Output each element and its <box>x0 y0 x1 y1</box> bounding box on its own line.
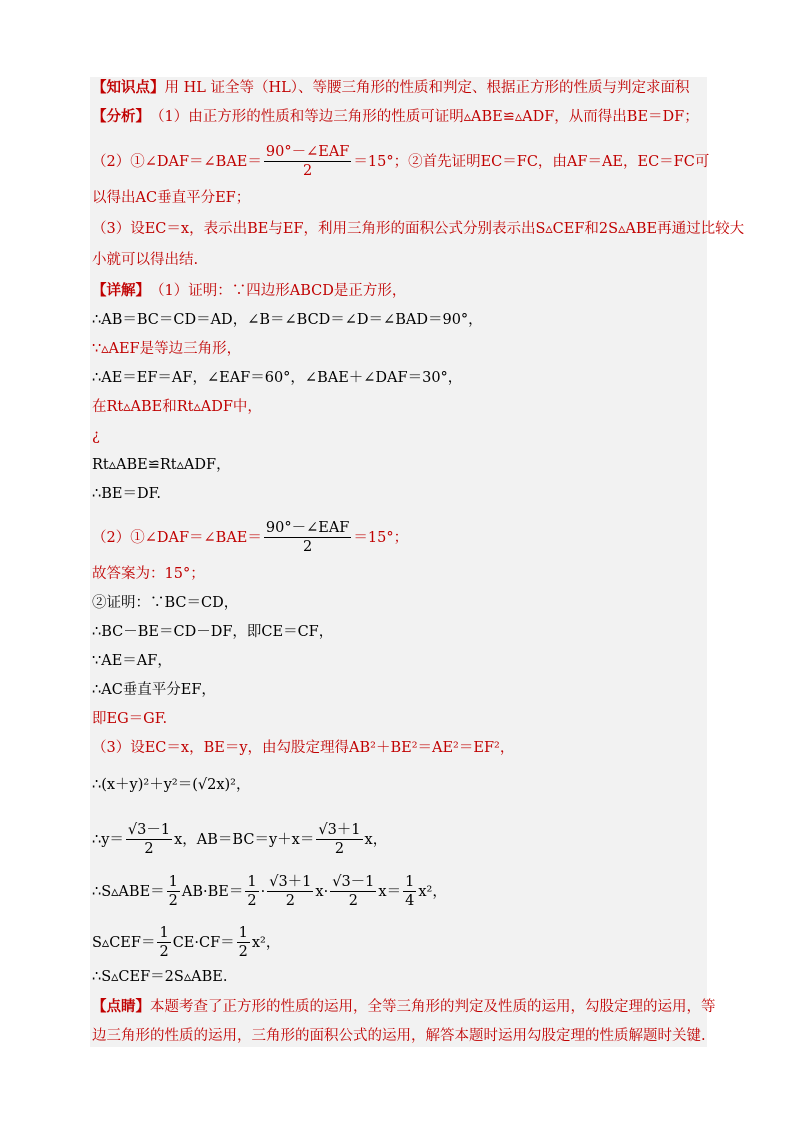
detail-line-17 <box>92 775 251 795</box>
detail-line-9 <box>92 520 408 555</box>
detail-19-post: x²， <box>418 883 447 900</box>
detail-text-17: ∴(x＋y)²＋y²＝(√2x)²， <box>92 777 251 793</box>
detail-line-10 <box>92 564 205 584</box>
analysis-text-5: 小就可以得出结. <box>92 252 199 268</box>
detail-text-6: ¿ <box>92 428 100 444</box>
detail-line-13 <box>92 651 172 671</box>
detail-9-pre: （2）①∠DAF＝∠BAE＝ <box>92 529 262 546</box>
detail-18-pre: ∴y＝ <box>92 831 124 848</box>
detail-line-8 <box>92 484 161 504</box>
analysis-text-4: （3）设EC＝x，表示出BE与EF，利用三角形的面积公式分别表示出S▵CEF和2S▵ABE再通过比较大 <box>92 221 745 237</box>
detail-line-11 <box>92 593 238 613</box>
fraction-denominator: 4 <box>405 893 415 909</box>
detail-text-16: （3）设EC＝x，BE＝y，由勾股定理得AB²＋BE²＝AE²＝EF²， <box>92 740 515 756</box>
fraction-numerator: √3＋1 <box>269 874 312 890</box>
fraction <box>126 822 172 857</box>
analysis-text-1: （1）由正方形的性质和等边三角形的性质可证明▵ABE≌▵ADF，从而得出BE＝DF； <box>150 109 699 125</box>
detail-line-15 <box>92 709 167 729</box>
fraction-numerator: 1 <box>159 925 169 941</box>
fraction <box>330 874 376 909</box>
detail-text-12: ∴BC－BE＝CD－DF，即CE＝CF， <box>92 624 334 640</box>
detail-tag: 【详解】 <box>92 282 150 299</box>
detail-19-m1: AB·BE＝ <box>181 883 244 900</box>
analysis-line-2 <box>92 144 709 179</box>
detail-line-2 <box>92 310 483 330</box>
detail-9-post: ＝15°； <box>353 529 409 546</box>
fraction <box>167 874 180 909</box>
fraction-denominator: 2 <box>285 893 295 909</box>
detail-19-m3: x· <box>315 883 329 900</box>
detail-text-11: ②证明：∵BC＝CD， <box>92 595 239 611</box>
detail-text-7: Rt▵ABE≌Rt▵ADF， <box>92 457 231 473</box>
analysis-line-1 <box>92 107 699 127</box>
analysis-text-3: 以得出AC垂直平分EF； <box>92 190 251 206</box>
fraction-denominator: 2 <box>334 841 345 857</box>
detail-19-m4: x＝ <box>378 883 402 900</box>
analysis-line-3 <box>92 188 250 208</box>
fraction <box>245 874 258 909</box>
detail-20-m1: CE·CF＝ <box>172 934 235 951</box>
comment-tag: 【点睛】 <box>92 998 150 1015</box>
knowledge-text: 用 HL 证全等（HL）、等腰三角形的性质和判定、根据正方形的性质与判定求面积 <box>164 80 690 96</box>
detail-text-1: （1）证明：∵四边形ABCD是正方形， <box>150 283 407 299</box>
detail-line-6 <box>92 426 100 446</box>
knowledge-tag: 【知识点】 <box>92 79 165 96</box>
fraction-denominator: 2 <box>348 893 358 909</box>
fraction <box>264 520 351 555</box>
comment-text-1: 本题考查了正方形的性质的运用，全等三角形的判定及性质的运用，勾股定理的运用，等 <box>150 999 716 1015</box>
detail-text-21: ∴S▵CEF＝2S▵ABE. <box>92 969 228 985</box>
detail-20-pre: S▵CEF＝ <box>92 934 156 951</box>
detail-text-14: ∴AC垂直平分EF， <box>92 682 216 698</box>
fraction-numerator: 1 <box>168 874 178 890</box>
analysis-tag: 【分析】 <box>92 108 150 125</box>
detail-line-3 <box>92 339 241 359</box>
detail-18-mid: x，AB＝BC＝y＋x＝ <box>174 831 315 848</box>
fraction-denominator: 2 <box>247 893 257 909</box>
detail-line-4 <box>92 368 462 388</box>
analysis-line-5 <box>92 250 198 270</box>
detail-text-10: 故答案为：15°； <box>92 566 205 582</box>
detail-line-12 <box>92 622 333 642</box>
detail-line-21 <box>92 967 227 987</box>
fraction-denominator: 2 <box>144 841 154 857</box>
fraction-numerator: 90°－∠EAF <box>265 520 350 536</box>
detail-line-20 <box>92 925 280 960</box>
fraction-denominator: 2 <box>238 944 248 960</box>
comment-text-2: 边三角形的性质的运用，三角形的面积公式的运用，解答本题时运用勾股定理的性质解题时关键. <box>92 1028 706 1044</box>
detail-text-5: 在Rt▵ABE和Rt▵ADF中， <box>92 399 262 415</box>
detail-line-18 <box>92 822 387 857</box>
fraction-numerator: 1 <box>247 874 257 890</box>
detail-line-7 <box>92 455 231 475</box>
fraction-numerator: √3－1 <box>127 822 171 838</box>
fraction <box>267 874 313 909</box>
detail-text-3: ∵▵AEF是等边三角形， <box>92 341 242 357</box>
detail-line-1 <box>92 281 406 301</box>
detail-text-4: ∴AE＝EF＝AF，∠EAF＝60°，∠BAE＋∠DAF＝30°， <box>92 370 463 386</box>
analysis-line-4 <box>92 219 744 239</box>
detail-line-16 <box>92 738 514 758</box>
fraction-numerator: 90°－∠EAF <box>265 144 350 160</box>
knowledge-line <box>92 78 690 98</box>
fraction-denominator: 2 <box>303 163 313 179</box>
detail-line-19 <box>92 874 447 909</box>
detail-19-pre: ∴S▵ABE＝ <box>92 883 165 900</box>
comment-line-2 <box>92 1026 706 1046</box>
detail-18-post: x， <box>364 831 388 848</box>
fraction <box>403 874 416 909</box>
detail-20-post: x²， <box>251 934 281 951</box>
analysis-2-pre: （2）①∠DAF＝∠BAE＝ <box>92 153 262 170</box>
fraction <box>157 925 170 960</box>
detail-19-m2: · <box>260 883 266 900</box>
fraction <box>237 925 250 960</box>
fraction <box>264 144 351 179</box>
detail-text-8: ∴BE＝DF. <box>92 486 162 502</box>
detail-text-15: 即EG＝GF. <box>92 711 168 727</box>
fraction-numerator: 1 <box>238 925 248 941</box>
fraction-numerator: √3＋1 <box>318 822 361 838</box>
fraction <box>316 822 362 857</box>
fraction-denominator: 2 <box>159 944 169 960</box>
detail-text-13: ∵AE＝AF， <box>92 653 172 669</box>
fraction-denominator: 2 <box>303 539 313 555</box>
fraction-numerator: 1 <box>405 874 415 890</box>
detail-line-14 <box>92 680 216 700</box>
fraction-numerator: √3－1 <box>332 874 375 890</box>
comment-line-1 <box>92 997 716 1017</box>
detail-text-2: ∴AB＝BC＝CD＝AD，∠B＝∠BCD＝∠D＝∠BAD＝90°， <box>92 312 483 328</box>
detail-line-5 <box>92 397 262 417</box>
fraction-denominator: 2 <box>168 893 178 909</box>
analysis-2-post: ＝15°；②首先证明EC＝FC，由AF＝AE，EC＝FC可 <box>353 153 710 170</box>
